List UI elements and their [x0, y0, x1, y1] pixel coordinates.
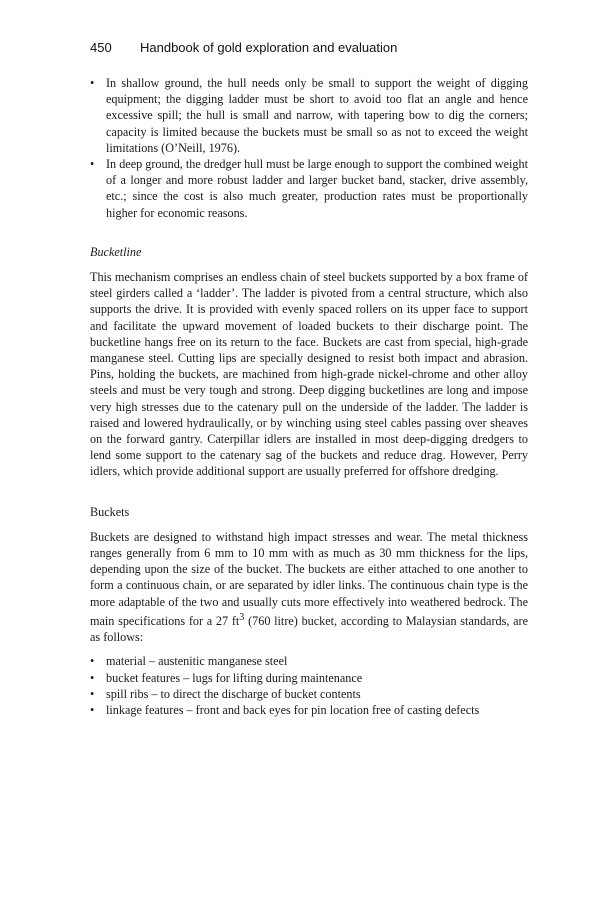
- bullet-shallow-ground: • In shallow ground, the hull needs only be small to support the weight of digging equipment; the digging ladder must be short to avoid too flat an angle and hence excessive spill; the hull is small and narrow, with tapering bow to dig the corners; capacity is limited because the buckets must be small so as not to exceed the weight limitations (O’Neill, 1976).: [90, 75, 528, 156]
- book-title: Handbook of gold exploration and evaluation: [140, 40, 398, 55]
- buckets-paragraph-part2: (760 litre) bucket, according to Malaysian standards, are as follows:: [90, 613, 528, 645]
- page-number: 450: [90, 40, 112, 55]
- spec-item: • spill ribs – to direct the discharge of bucket contents: [90, 686, 528, 702]
- bucketline-paragraph: This mechanism comprises an endless chain of steel buckets supported by a box frame of steel girders called a ‘ladder’. The ladder is pivoted from a central structure, which also supports the drive. It is provided with evenly spaced rollers on its upper face to support and facilitate the upward movement of loaded buckets to their discharge point. The bucketline hangs free on its return to the face. Buckets are cast from special, high-grade manganese steel. Cutting lips are specially designed to resist both impact and abrasion. Pins, holding the buckets, are machined from high-grade nickel-chrome and other alloy steels and must be very tough and strong. Deep digging bucketlines are long and impose very high stresses due to the catenary pull on the underside of the ladder. The ladder is raised and lowered hydraulically, or by winching using steel cables passing over sheaves on the forward gantry. Caterpillar idlers are installed in most deep-digging dredgers to lend some support to the catenary sag of the buckets and reduce drag. However, Perry idlers, which provide additional support are usually preferred for offshore dredging.: [90, 270, 528, 479]
- running-header: [90, 40, 397, 55]
- buckets-paragraph-part1: Buckets are designed to withstand high impact stresses and wear. The metal thickness ranges generally from 6 mm to 10 mm with as much as 30 mm thickness for the lips, depending upon the size of the bucket. The buckets are either attached to one another to form a continuous chain, or are separated by idler links. The continuous chain type is the more adaptable of the two and usually cuts more effectively into weathered bedrock. The main specifications for a 27 ft: [90, 529, 528, 628]
- bullet-deep-ground: • In deep ground, the dredger hull must be large enough to support the combined weight of a longer and more robust ladder and larger bucket band, stacker, drive assembly, etc.; since the cost is also much greater, production rates must be proportionally higher for economic reasons.: [90, 156, 528, 221]
- spec-item: • linkage features – front and back eyes for pin location free of casting defects: [90, 702, 528, 718]
- spec-item: • bucket features – lugs for lifting during maintenance: [90, 670, 528, 686]
- intro-bullet-list: [90, 75, 528, 221]
- body-text: [90, 75, 528, 718]
- cubic-superscript: 3: [239, 611, 245, 623]
- section-heading-bucketline: Bucketline: [90, 244, 142, 259]
- spec-item: • material – austenitic manganese steel: [90, 653, 528, 669]
- section-heading-buckets: Buckets: [90, 504, 130, 519]
- buckets-paragraph: [90, 529, 528, 645]
- bucket-specs-list: [90, 653, 528, 718]
